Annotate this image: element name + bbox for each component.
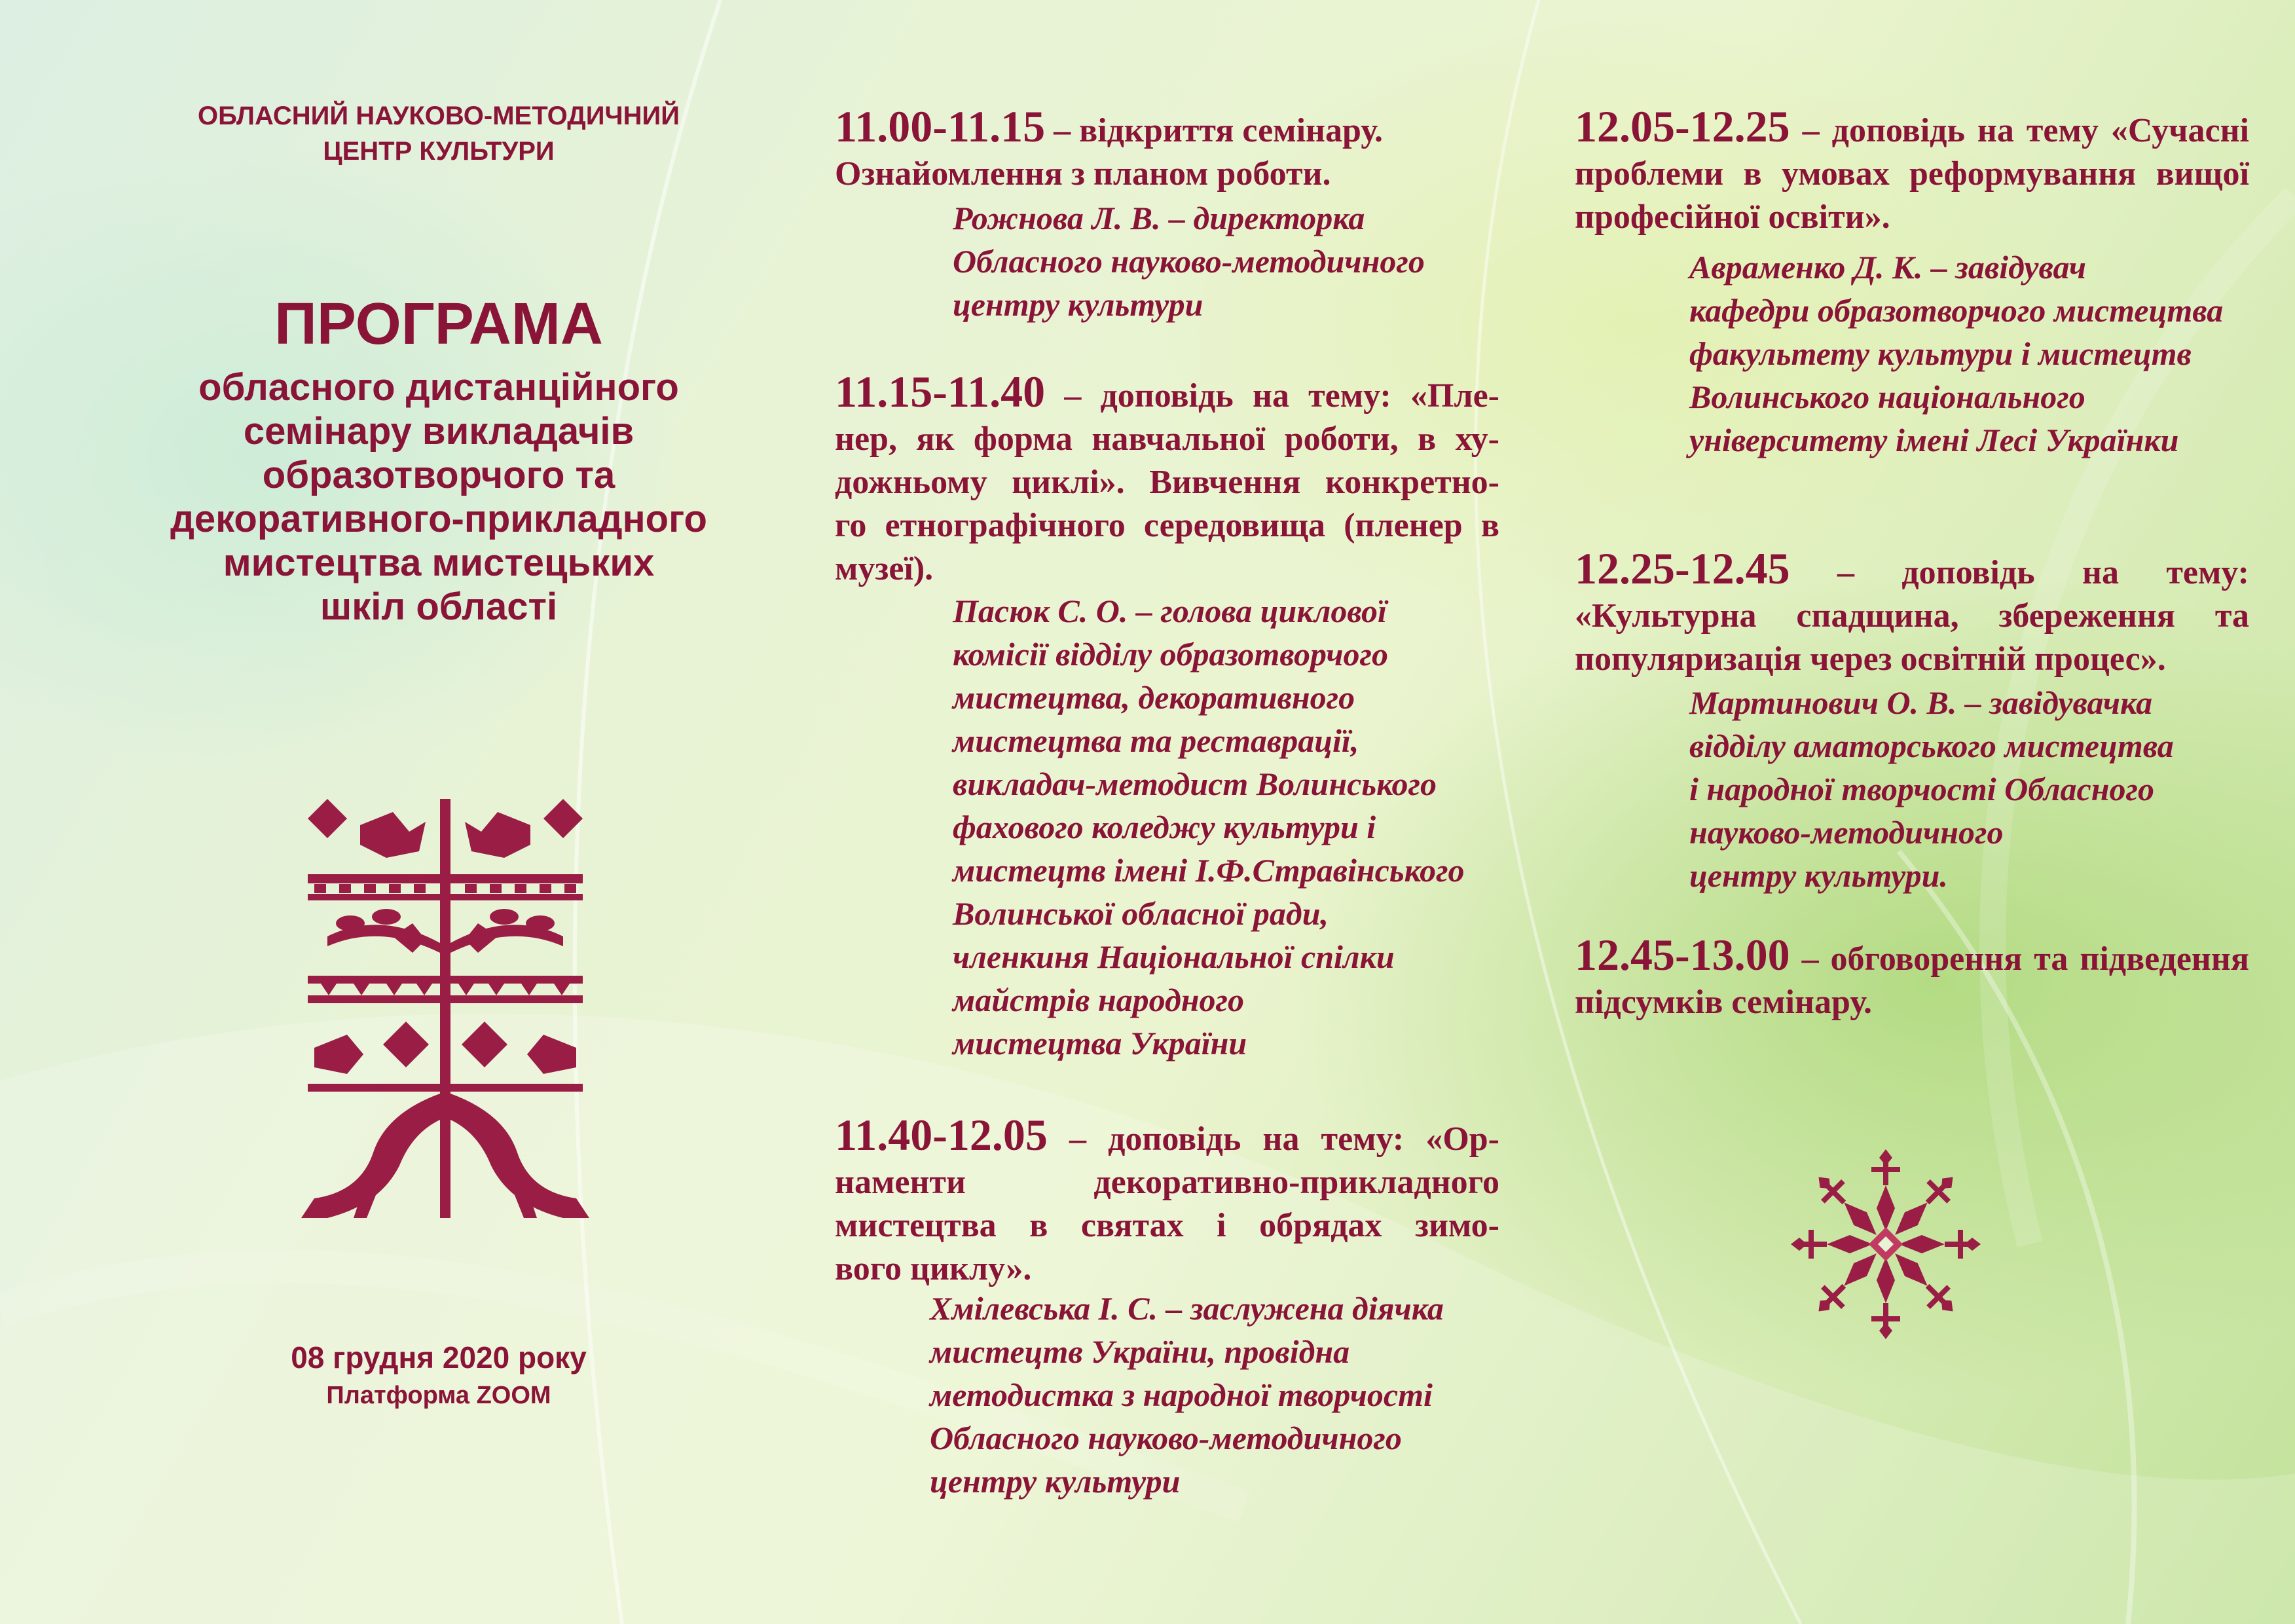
speaker-line: Обласного науково-методичного: [930, 1420, 1402, 1456]
program-text: нер, як форма навчальної роботи, в ху-: [835, 420, 1499, 458]
tree-of-life-ornament-icon: [288, 786, 602, 1231]
org-line-2: ЦЕНТР КУЛЬТУРИ: [323, 137, 555, 166]
subtitle-line: обласного дистанційного: [198, 366, 679, 409]
program-text: – доповідь на тему «Сучасні: [1790, 112, 2249, 149]
program-time: 12.25-12.45: [1575, 544, 1790, 593]
speaker-info: [953, 196, 1425, 326]
subtitle-line: образотворчого та: [262, 454, 615, 496]
subtitle-line: семінару викладачів: [243, 410, 634, 452]
speaker-line: майстрів народного: [953, 982, 1244, 1018]
program-text: підсумків семінару.: [1575, 984, 1872, 1021]
program-text: музеї).: [835, 550, 934, 587]
program-text: – доповідь на тему:: [1790, 554, 2249, 591]
speaker-line: Волинського національного: [1689, 378, 2085, 415]
program-item: [1575, 930, 2249, 1024]
speaker-line: методистка з народної творчості: [930, 1376, 1433, 1413]
program-item: [835, 1110, 1499, 1291]
program-item: [835, 367, 1499, 591]
subtitle-line: шкіл області: [320, 585, 558, 628]
speaker-line: Пасюк С. О. – голова циклової: [953, 593, 1387, 629]
speaker-info: [953, 589, 1465, 1065]
program-text: – обговорення та підведення: [1790, 940, 2249, 978]
speaker-line: кафедри образотворчого мистецтва: [1689, 292, 2224, 329]
speaker-line: викладач-методист Волинського: [953, 766, 1437, 802]
org-line-1: ОБЛАСНИЙ НАУКОВО-МЕТОДИЧНИЙ: [198, 101, 680, 130]
program-text: го етнографічного середовища (пленер в: [835, 507, 1499, 544]
program-time: 12.05-12.25: [1575, 101, 1790, 151]
speaker-line: центру культури: [953, 286, 1203, 323]
speaker-line: мистецтва та реставрації,: [953, 722, 1359, 759]
program-text: – відкриття семінару.: [1045, 112, 1384, 149]
program-item: [1575, 101, 2249, 239]
speaker-line: Хмілевська І. С. – заслужена діячка: [930, 1290, 1444, 1327]
speaker-line: комісії відділу образотворчого: [953, 636, 1388, 673]
speaker-line: фахового коледжу культури і: [953, 809, 1376, 845]
speaker-line: і народної творчості Обласного: [1689, 771, 2154, 807]
program-text: мистецтва в святах і обрядах зимо-: [835, 1207, 1499, 1244]
program-text: Ознайомлення з планом роботи.: [835, 155, 1331, 193]
speaker-line: Мартинович О. В. – завідувачка: [1689, 684, 2153, 721]
subtitle-line: декоративного-прикладного: [170, 498, 707, 540]
speaker-info: [1689, 246, 2223, 462]
program-text: – доповідь на тему: «Пле-: [1045, 377, 1499, 415]
event-platform: Платформа ZOOM: [326, 1382, 551, 1409]
speaker-line: Рожнова Л. В. – директорка: [953, 200, 1365, 236]
program-text: наменти декоративно-прикладного: [835, 1164, 1499, 1201]
program-time: 11.40-12.05: [835, 1110, 1048, 1160]
program-text: – доповідь на тему: «Ор-: [1047, 1120, 1499, 1158]
speaker-line: Волинської обласної ради,: [953, 895, 1329, 932]
speaker-line: мистецтв України, провідна: [930, 1333, 1350, 1370]
speaker-line: Авраменко Д. К. – завідувач: [1689, 249, 2087, 286]
program-title: ПРОГРАМА: [274, 291, 603, 357]
program-time: 11.15-11.40: [835, 367, 1046, 416]
program-item: [835, 101, 1490, 196]
subtitle-line: мистецтва мистецьких: [223, 542, 655, 584]
speaker-info: [1689, 681, 2174, 897]
speaker-line: членкиня Національної спілки: [953, 938, 1395, 975]
program-text: професійної освіти».: [1575, 198, 1890, 236]
speaker-line: науково-методичного: [1689, 814, 2004, 851]
program-text: «Культурна спадщина, збереження та: [1575, 597, 2249, 635]
program-subtitle: [98, 365, 779, 629]
speaker-line: мистецтв імені І.Ф.Стравінського: [953, 852, 1465, 889]
program-text: популяризація через освітній процес».: [1575, 640, 2166, 678]
program-text: проблеми в умовах реформування вищої: [1575, 155, 2249, 193]
speaker-info: [930, 1287, 1444, 1503]
speaker-line: центру культури.: [1689, 857, 1948, 894]
speaker-line: відділу аматорського мистецтва: [1689, 728, 2174, 764]
speaker-line: мистецтва України: [953, 1025, 1247, 1061]
speaker-line: Обласного науково-методичного: [953, 243, 1425, 280]
program-item: [1575, 544, 2249, 681]
program-time: 12.45-13.00: [1575, 930, 1790, 980]
event-date: 08 грудня 2020 року: [291, 1340, 587, 1375]
organization-name: [138, 98, 740, 169]
program-text: вого циклу».: [835, 1250, 1032, 1287]
eight-point-star-ornament-icon: [1791, 1149, 1981, 1339]
speaker-line: мистецтва, декоративного: [953, 679, 1355, 716]
program-time: 11.00-11.15: [835, 101, 1046, 151]
speaker-line: центру культури: [930, 1463, 1181, 1500]
speaker-line: факультету культури і мистецтв: [1689, 335, 2192, 372]
program-text: дожньому циклі». Вивчення конкретно-: [835, 464, 1499, 501]
speaker-line: університету імені Лесі Українки: [1689, 422, 2179, 458]
